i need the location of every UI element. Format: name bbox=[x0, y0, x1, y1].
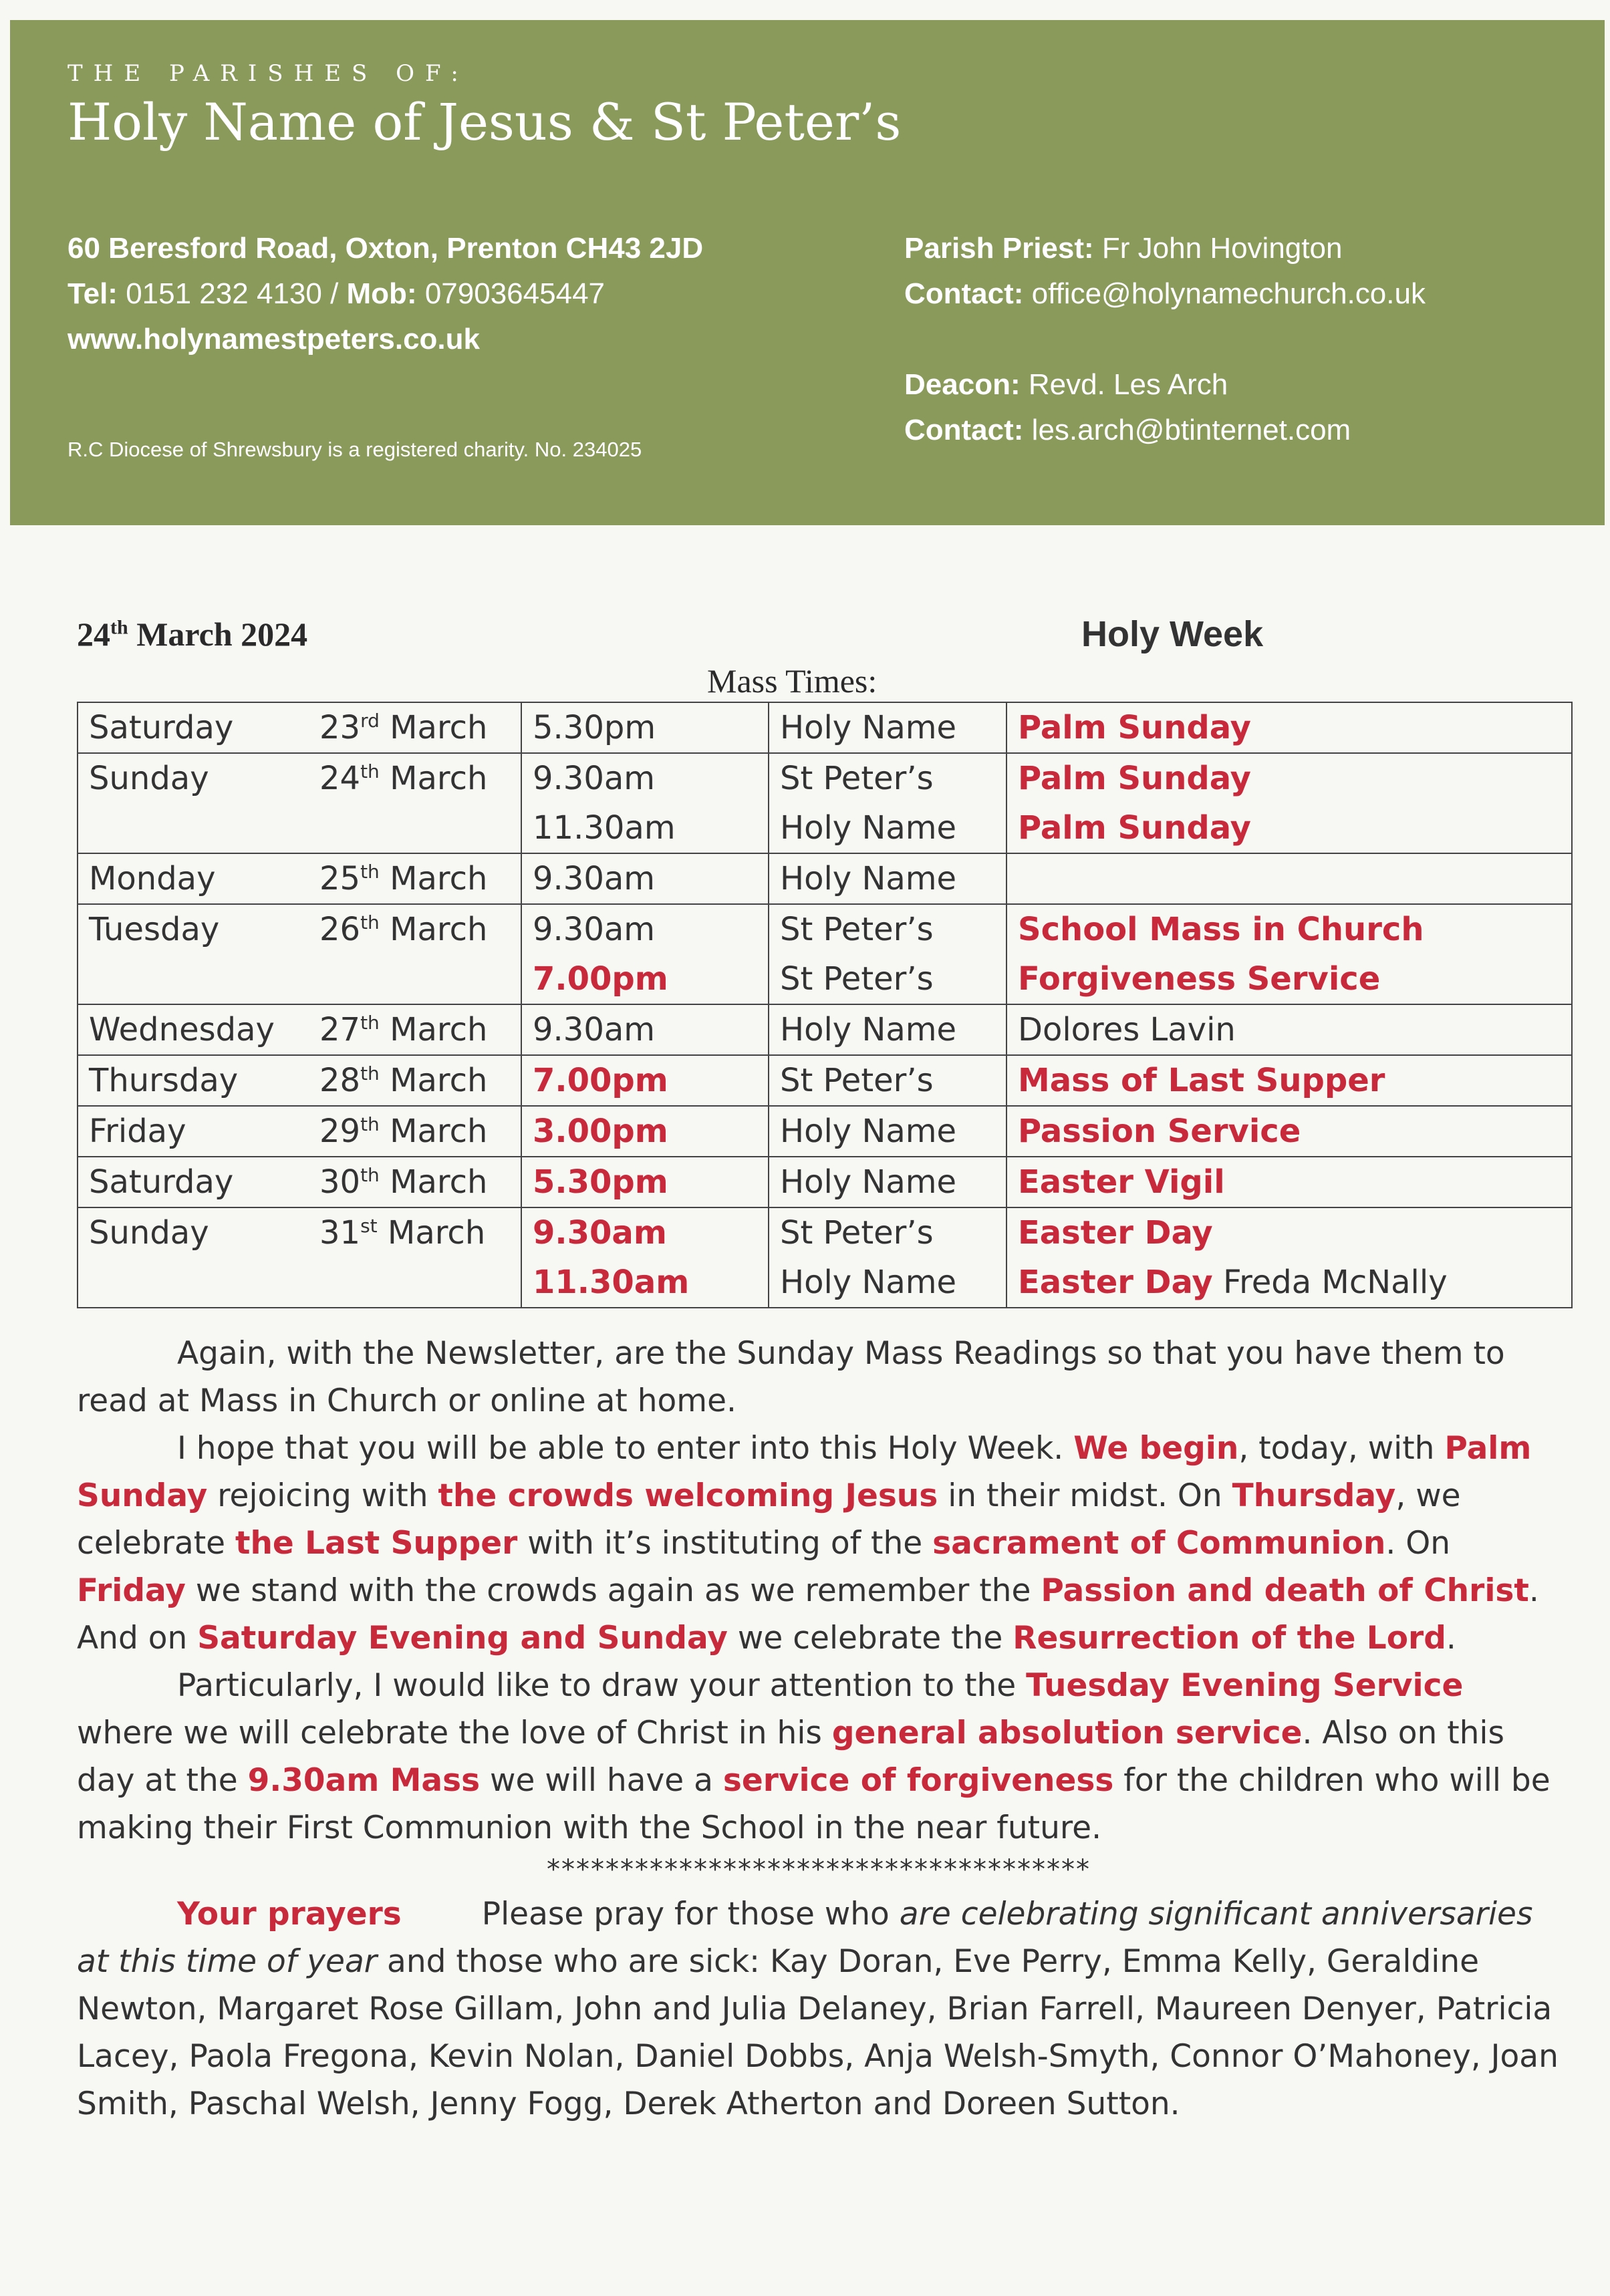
deacon: Deacon: Revd. Les Arch bbox=[904, 368, 1228, 401]
mass-row bbox=[78, 1207, 1572, 1258]
prayers-label: Your prayers bbox=[177, 1896, 402, 1932]
mass-month: March bbox=[390, 1163, 488, 1201]
mass-row bbox=[78, 1106, 1572, 1157]
parish-priest: Parish Priest: Fr John Hovington bbox=[904, 232, 1343, 265]
mass-row bbox=[78, 1157, 1572, 1207]
mass-church: Holy Name bbox=[769, 853, 1007, 904]
mass-day: Saturday bbox=[89, 709, 234, 746]
mass-note: Mass of Last Supper bbox=[1018, 1062, 1385, 1099]
mass-day-cell bbox=[78, 954, 521, 1004]
mass-times-table bbox=[77, 702, 1573, 1308]
mass-day-cell bbox=[78, 803, 521, 853]
mass-time: 11.30am bbox=[521, 803, 769, 853]
mass-day-cell bbox=[78, 1258, 521, 1308]
mass-date-num: 29 bbox=[319, 1113, 361, 1150]
mass-time: 7.00pm bbox=[521, 1055, 769, 1106]
mass-date-suffix: th bbox=[360, 1164, 380, 1186]
address: 60 Beresford Road, Oxton, Prenton CH43 2JD bbox=[68, 232, 704, 265]
mass-note: Palm Sunday bbox=[1018, 709, 1251, 746]
mass-note-cell bbox=[1007, 803, 1572, 853]
mass-day: Monday bbox=[89, 860, 216, 897]
newsletter-body bbox=[77, 1330, 1561, 2128]
mass-month: March bbox=[390, 1113, 488, 1150]
mass-note: Easter Day bbox=[1018, 1214, 1213, 1252]
mass-church: St Peter’s bbox=[769, 954, 1007, 1004]
mass-note-cell bbox=[1007, 1258, 1572, 1308]
mass-date-num: 27 bbox=[319, 1011, 361, 1048]
mass-row bbox=[78, 1258, 1572, 1308]
mass-day-cell bbox=[78, 753, 521, 803]
mass-time: 3.00pm bbox=[521, 1106, 769, 1157]
mass-date-suffix: st bbox=[360, 1215, 378, 1237]
mass-time: 9.30am bbox=[521, 1004, 769, 1055]
mass-row bbox=[78, 853, 1572, 904]
deacon-contact[interactable]: Contact: les.arch@btinternet.com bbox=[904, 414, 1351, 446]
charity-note: R.C Diocese of Shrewsbury is a registered charity. No. 234025 bbox=[68, 438, 642, 461]
mass-time: 9.30am bbox=[521, 1207, 769, 1258]
mass-note-cell bbox=[1007, 1055, 1572, 1106]
priest-contact[interactable]: Contact: office@holynamechurch.co.uk bbox=[904, 277, 1426, 310]
mass-time: 5.30pm bbox=[521, 1157, 769, 1207]
mass-intention: Freda McNally bbox=[1222, 1264, 1448, 1301]
mass-date-suffix: th bbox=[360, 1113, 380, 1135]
phone-line: Tel: 0151 232 4130 / Mob: 07903645447 bbox=[68, 277, 606, 310]
mass-day: Sunday bbox=[89, 1214, 209, 1252]
mass-row bbox=[78, 1055, 1572, 1106]
mass-date-suffix: th bbox=[360, 911, 380, 934]
mass-church: Holy Name bbox=[769, 1157, 1007, 1207]
mass-note: Dolores Lavin bbox=[1018, 1011, 1236, 1048]
mass-church: Holy Name bbox=[769, 702, 1007, 753]
mass-date-suffix: th bbox=[360, 861, 380, 883]
mass-time: 9.30am bbox=[521, 753, 769, 803]
mass-date-num: 26 bbox=[319, 911, 361, 948]
mass-time: 5.30pm bbox=[521, 702, 769, 753]
mass-date-suffix: th bbox=[360, 1062, 380, 1085]
mass-time: 7.00pm bbox=[521, 954, 769, 1004]
mass-month: March bbox=[390, 860, 488, 897]
mass-note: Easter Day bbox=[1018, 1264, 1213, 1301]
mass-church: St Peter’s bbox=[769, 753, 1007, 803]
mass-day-cell bbox=[78, 1106, 521, 1157]
mass-church: St Peter’s bbox=[769, 904, 1007, 954]
mass-row bbox=[78, 753, 1572, 803]
prayers-paragraph: Your prayers Please pray for those who are celebrating significant anniversaries at this time of year and those who are sick: Kay Doran, Eve Perry, Emma Kelly, Geraldine Newton, Margaret Rose Gillam, John and Julia Delaney, Brian Farrell, Maureen Denyer, Patricia Lacey, Paola Fregona, Kevin Nolan, Daniel Dobbs, Anja Welsh-Smyth, Connor O’Mahoney, Joan Smith, Paschal Welsh, Jenny Fogg, Derek Atherton and Doreen Sutton. bbox=[77, 1896, 1559, 2122]
mass-church: Holy Name bbox=[769, 1004, 1007, 1055]
mass-day: Saturday bbox=[89, 1163, 234, 1201]
mass-row bbox=[78, 803, 1572, 853]
mass-day-cell bbox=[78, 853, 521, 904]
mass-church: Holy Name bbox=[769, 1258, 1007, 1308]
mass-note-cell bbox=[1007, 1106, 1572, 1157]
mass-day: Wednesday bbox=[89, 1011, 275, 1048]
mass-date-num: 28 bbox=[319, 1062, 361, 1099]
mass-church: Holy Name bbox=[769, 803, 1007, 853]
mass-note-cell bbox=[1007, 1004, 1572, 1055]
star-divider: ************************************* bbox=[547, 1854, 1091, 1885]
parish-header bbox=[10, 20, 1605, 525]
mass-times-label: Mass Times: bbox=[707, 662, 878, 700]
mass-note: Easter Vigil bbox=[1018, 1163, 1225, 1201]
mass-note: Passion Service bbox=[1018, 1113, 1301, 1150]
mass-day-cell bbox=[78, 1207, 521, 1258]
newsletter-date: 24th March 2024 bbox=[77, 615, 308, 653]
parish-title: Holy Name of Jesus & St Peter’s bbox=[68, 92, 902, 152]
mass-month: March bbox=[390, 1011, 488, 1048]
mass-note-cell bbox=[1007, 853, 1572, 904]
mass-day-cell bbox=[78, 1055, 521, 1106]
mass-note-cell bbox=[1007, 1207, 1572, 1258]
mass-date-num: 30 bbox=[319, 1163, 361, 1201]
mass-row bbox=[78, 1004, 1572, 1055]
mass-time: 9.30am bbox=[521, 904, 769, 954]
mass-church: Holy Name bbox=[769, 1106, 1007, 1157]
parishes-of-label: THE PARISHES OF: bbox=[68, 60, 469, 87]
mass-month: March bbox=[390, 760, 488, 797]
mass-day-cell bbox=[78, 904, 521, 954]
mass-time: 11.30am bbox=[521, 1258, 769, 1308]
mass-church: St Peter’s bbox=[769, 1055, 1007, 1106]
mass-day: Thursday bbox=[89, 1062, 239, 1099]
mass-day-cell bbox=[78, 702, 521, 753]
mass-month: March bbox=[390, 709, 488, 746]
mass-date-suffix: th bbox=[360, 760, 380, 782]
mass-row bbox=[78, 904, 1572, 954]
mass-time: 9.30am bbox=[521, 853, 769, 904]
mass-month: March bbox=[390, 1062, 488, 1099]
mass-note-cell bbox=[1007, 702, 1572, 753]
mass-note: Palm Sunday bbox=[1018, 760, 1251, 797]
holy-week-paragraph: I hope that you will be able to enter into this Holy Week. We begin, today, with Palm Sunday rejoicing with the crowds welcoming Jesus in their midst. On Thursday, we celebrate the Last Supper with it’s instituting of the sacrament of Communion. On Friday we stand with the crowds again as we remember the Passion and death of Christ. And on Saturday Evening and Sunday we celebrate the Resurrection of the Lord. bbox=[77, 1430, 1539, 1657]
mass-note-cell bbox=[1007, 753, 1572, 803]
week-title: Holy Week bbox=[1081, 614, 1264, 654]
mass-day-cell bbox=[78, 1157, 521, 1207]
mass-note-cell bbox=[1007, 954, 1572, 1004]
mass-date-num: 23 bbox=[319, 709, 361, 746]
mass-note-cell bbox=[1007, 904, 1572, 954]
readings-paragraph: Again, with the Newsletter, are the Sunday Mass Readings so that you have them to read at Mass in Church or online at home. bbox=[77, 1335, 1505, 1419]
mass-date-num: 31 bbox=[319, 1214, 361, 1252]
website-link[interactable]: www.holynamestpeters.co.uk bbox=[68, 323, 480, 355]
tuesday-paragraph: Particularly, I would like to draw your attention to the Tuesday Evening Service where we will celebrate the love of Christ in his general absolution service. Also on this day at the 9.30am Mass we will have a service of forgiveness for the children who will be making their First Communion with the School in the near future. bbox=[77, 1667, 1551, 1846]
mass-day: Sunday bbox=[89, 760, 209, 797]
mass-month: March bbox=[387, 1214, 486, 1252]
mass-day: Tuesday bbox=[89, 911, 220, 948]
mass-note: School Mass in Church bbox=[1018, 911, 1424, 948]
mass-day: Friday bbox=[89, 1113, 186, 1150]
mass-note: Palm Sunday bbox=[1018, 809, 1251, 847]
mass-note: Forgiveness Service bbox=[1018, 960, 1381, 998]
mass-date-num: 25 bbox=[319, 860, 361, 897]
mass-date-suffix: rd bbox=[360, 710, 380, 732]
mass-day-cell bbox=[78, 1004, 521, 1055]
mass-date-suffix: th bbox=[360, 1012, 380, 1034]
mass-row bbox=[78, 954, 1572, 1004]
mass-month: March bbox=[390, 911, 488, 948]
mass-date-num: 24 bbox=[319, 760, 361, 797]
mass-row bbox=[78, 702, 1572, 753]
mass-note-cell bbox=[1007, 1157, 1572, 1207]
mass-church: St Peter’s bbox=[769, 1207, 1007, 1258]
